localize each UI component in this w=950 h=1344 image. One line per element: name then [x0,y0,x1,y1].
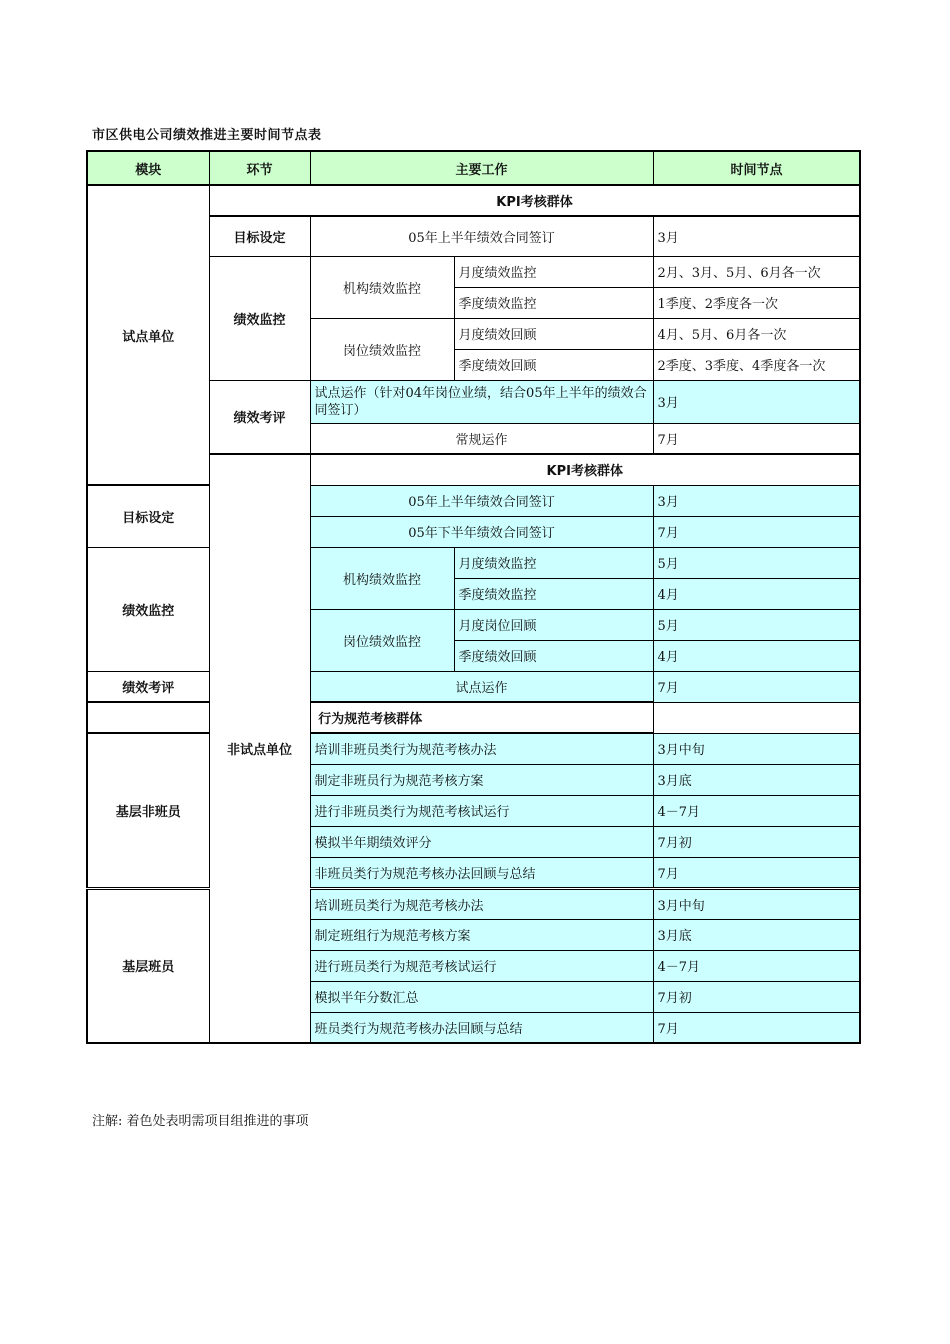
time-cell: 7月 [653,671,860,702]
work-cell: 培训非班员类行为规范考核办法 [310,733,653,764]
work-cell: 季度绩效回顾 [454,640,653,671]
work-cell: 月度绩效回顾 [454,318,653,349]
group-title: 行为规范考核群体 [87,702,653,733]
stage-cell: 绩效监控 [209,256,310,380]
work-cell: 班员类行为规范考核办法回顾与总结 [310,1012,653,1043]
module-cell-nonpilot: 非试点单位 [209,454,310,1043]
work-cell: 进行班员类行为规范考核试运行 [310,950,653,981]
time-cell: 4月 [653,640,860,671]
work-cell: 05年上半年绩效合同签订 [310,216,653,256]
work-cell: 试点运作 [310,671,653,702]
sub-stage-cell: 机构绩效监控 [310,547,454,609]
table-row [87,671,860,702]
sub-stage-cell: 机构绩效监控 [310,256,454,318]
header-time: 时间节点 [653,151,860,185]
time-cell: 7月初 [653,981,860,1012]
work-cell: 模拟半年期绩效评分 [310,826,653,857]
time-cell: 1季度、2季度各一次 [653,287,860,318]
header-module: 模块 [87,151,209,185]
stage-cell: 目标设定 [87,485,209,547]
time-cell: 7月 [653,857,860,888]
time-cell: 3月 [653,380,860,423]
time-cell: 7月初 [653,826,860,857]
table-row [87,733,860,764]
time-cell: 4月 [653,578,860,609]
work-cell: 季度绩效监控 [454,578,653,609]
work-cell: 制定班组行为规范考核方案 [310,919,653,950]
time-cell: 3月底 [653,919,860,950]
table-row [87,485,860,516]
work-cell: 进行非班员类行为规范考核试运行 [310,795,653,826]
timeline-table [86,150,861,1044]
work-cell: 制定非班员行为规范考核方案 [310,764,653,795]
work-cell: 月度绩效监控 [454,547,653,578]
sub-stage-cell: 岗位绩效监控 [310,609,454,671]
time-cell: 4－7月 [653,950,860,981]
time-cell: 3月 [653,485,860,516]
header-work: 主要工作 [310,151,653,185]
time-cell: 2季度、3季度、4季度各一次 [653,349,860,380]
table-row [87,702,860,733]
stage-cell: 基层班员 [87,888,209,1043]
footnote: 注解: 着色处表明需项目组推进的事项 [92,1114,309,1129]
work-cell: 培训班员类行为规范考核办法 [310,888,653,919]
time-cell: 3月底 [653,764,860,795]
time-cell: 2月、3月、5月、6月各一次 [653,256,860,287]
time-cell: 7月 [653,1012,860,1043]
time-cell: 7月 [653,423,860,454]
work-cell: 季度绩效回顾 [454,349,653,380]
time-cell: 3月中旬 [653,888,860,919]
time-cell: 5月 [653,547,860,578]
stage-cell: 绩效考评 [209,380,310,454]
stage-cell: 目标设定 [209,216,310,256]
module-cell-pilot: 试点单位 [87,185,209,485]
work-cell: 试点运作（针对04年岗位业绩，结合05年上半年的绩效合同签订） [310,380,653,423]
header-row [87,151,860,185]
work-cell: 05年下半年绩效合同签订 [310,516,653,547]
work-cell: 季度绩效监控 [454,287,653,318]
time-cell: 7月 [653,516,860,547]
time-cell: 3月 [653,216,860,256]
table-row [87,547,860,578]
work-cell: 常规运作 [310,423,653,454]
stage-cell: 绩效监控 [87,547,209,671]
stage-cell: 绩效考评 [87,671,209,702]
work-cell: 月度岗位回顾 [454,609,653,640]
group-title: KPI考核群体 [310,454,860,485]
time-cell: 4月、5月、6月各一次 [653,318,860,349]
stage-cell: 基层非班员 [87,733,209,888]
time-cell: 4－7月 [653,795,860,826]
page-title: 市区供电公司绩效推进主要时间节点表 [92,128,322,143]
table-row [87,888,860,919]
table-row [87,185,860,216]
sub-stage-cell: 岗位绩效监控 [310,318,454,380]
work-cell: 非班员类行为规范考核办法回顾与总结 [310,857,653,888]
time-cell: 3月中旬 [653,733,860,764]
work-cell: 05年上半年绩效合同签订 [310,485,653,516]
group-title: KPI考核群体 [209,185,860,216]
header-stage: 环节 [209,151,310,185]
work-cell: 模拟半年分数汇总 [310,981,653,1012]
work-cell: 月度绩效监控 [454,256,653,287]
time-cell: 5月 [653,609,860,640]
